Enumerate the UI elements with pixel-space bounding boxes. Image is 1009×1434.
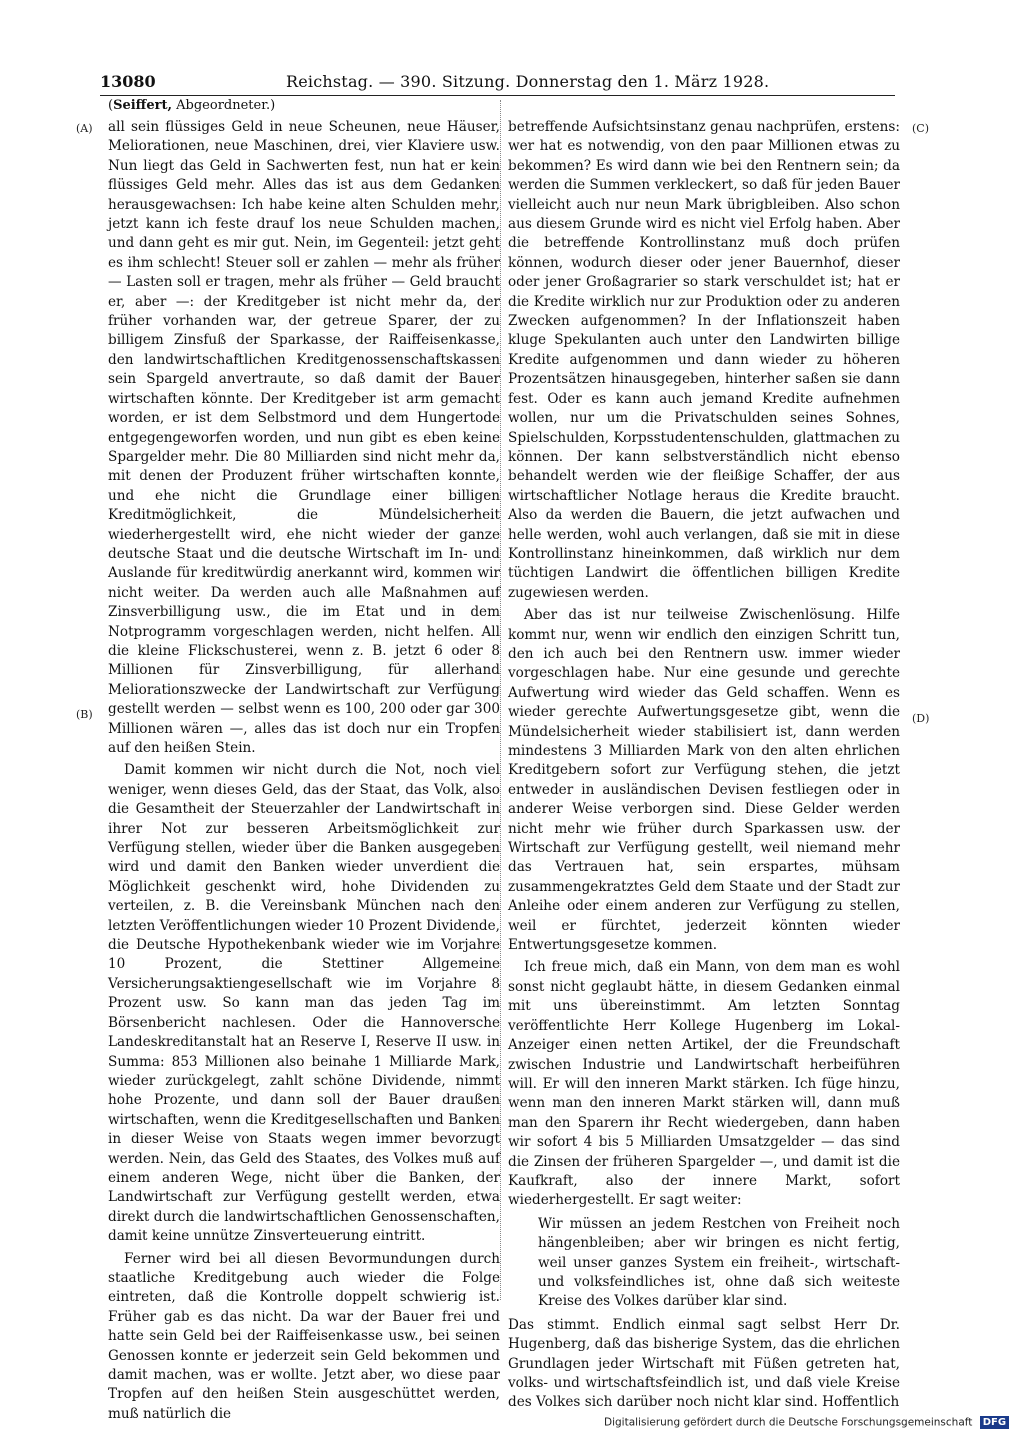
paragraph: Ferner wird bei all diesen Bevormundungen durch staatliche Kreditgebung auch wieder die Folge eintreten, daß die Kontrolle doppelt schwierig ist. Früher gab es das nicht. Da war der Bauer frei und hatte sein Geld bei der Raiffeisenkasse usw., bei seinen Genossen konnte er jederzeit sein Geld bekommen und damit machen, was er wollte. Jetzt aber, wo diese paar Tropfen auf den heißen Stein ausgeschüttet werden, muß natürlich die [108,1250,500,1422]
footer-text: Digitalisierung gefördert durch die Deutsche Forschungsgemeinschaft [604,1416,973,1429]
margin-marker-b: (B) [76,708,93,721]
margin-marker-d: (D) [912,712,930,725]
header-rule [100,95,895,96]
paragraph: Das stimmt. Endlich einmal sagt selbst Herr Dr. Hugenberg, daß das bisherige System, das die ehrlichen Grundlagen jeder Wirtschaft mit Füßen getreten hat, volks- und wirtschaftsfeindlich ist, und daß viele Kreise des Volkes sich darüber noch nicht klar sind. Hoffentlich [508,1316,900,1411]
margin-marker-c: (C) [912,122,929,135]
dfg-logo: DFG [980,1416,1009,1429]
running-title: Reichstag. — 390. Sitzung. Donnerstag den 1. März 1928. [286,72,770,91]
paragraph: Damit kommen wir nicht durch die Not, noch viel weniger, wenn dieses Geld, das der Staat, das Volk, also die Gesamtheit der Steuerzahler der Landwirtschaft in ihrer Not zur besseren Arbeitsmöglichkeit zur Verfügung stellen, wieder über die Banken ausgegeben wird und damit den Banken wieder unverdient die Möglichkeit geschenkt wird, hohe Dividenden zu verteilen, z. B. die Vereinsbank München nach den letzten Veröffentlichungen wieder 10 Prozent Dividende, die Deutsche Hypothekenbank wieder wie im Vorjahre 10 Prozent, die Stettiner Allgemeine Versicherungsaktiengesellschaft wie im Vorjahre 8 Prozent usw. So kann man das jeden Tag im Börsenbericht nachlesen. Oder die Hannoversche Landeskreditanstalt hat an Reserve I, Reserve II usw. in Summa: 853 Millionen also beinahe 1 Milliarde Mark, wieder zurückgelegt, zahlt schöne Dividende, nimmt hohe Prozente, und dann soll der Bauer draußen wirtschaften, wenn die Kreditgesellschaften und Banken in dieser Weise von Staats wegen immer bevorzugt werden. Nein, das Geld des Staates, des Volkes muß auf einem anderen Wege, nicht über die Banken, der Landwirtschaft zur Verfügung gestellt werden, etwa direkt durch die landwirtschaftlichen Genossenschaften, damit keine unnütze Zinsverteuerung eintritt. [108,762,500,1245]
speaker-role: Abgeordneter.) [176,98,276,113]
page-header [100,72,890,94]
paragraph: betreffende Aufsichtsinstanz genau nachprüfen, erstens: wer hat es notwendig, von den paar Millionen etwas zu bekommen? Es wird dann wie bei den Rentnern sein; da werden die Summen verkleckert, so daß für jeden Bauer vielleicht auch nur neun Mark übrigbleiben. Also schon aus diesem Grunde wird es nicht viel Erfolg haben. Aber die betreffende Kontrollinstanz muß doch prüfen können, wodurch dieser oder jener Bauernhof, dieser oder jener Großagrarier so stark verschuldet ist; hat er die Kredite wirklich nur zur Produktion oder zu anderen Zwecken aufgenommen? In der Inflationszeit haben kluge Spekulanten auch unter den Landwirten billige Kredite aufgenommen und dann wieder zu höheren Prozentsätzen hinausgegeben, hinterher saßen sie dann fest. Oder es kann auch jemand Kredite aufnehmen wollen, nur um die Privatschulden seines Sohnes, Spielschulden, Korpsstudentenschulden, glattmachen zu können. Der kann selbstverständlich nicht ebenso behandelt werden wie der fleißige Schaffer, der aus wirtschaftlicher Notlage heraus die Kredite braucht. Also da werden die Bauern, die jetzt aufwachen und helle werden, wohl auch verlangen, daß sie mit in diese Kontrollinstanz hineinkommen, daß wirklich nur dem tüchtigen Landwirt die öffentlichen billigen Kredite zugewiesen werden. [508,119,900,601]
margin-marker-a: (A) [76,122,93,135]
paragraph: all sein flüssiges Geld in neue Scheunen, neue Häuser, Meliorationen, neue Maschinen, drei, vier Klaviere usw. Nun liegt das Geld in Sachwerten fest, nun hat er kein flüssiges Geld mehr. Alles das ist aus dem Gedanken herausgewachsen: Ich habe keine alten Schulden mehr, jetzt kann ich feste drauf los neue Schulden machen, und dann geht es mir gut. Nein, im Gegenteil: jetzt geht es ihm schlecht! Steuer soll er zahlen — mehr als früher — Lasten soll er tragen, mehr als früher — Geld braucht er, aber —: der Kreditgeber ist nicht mehr da, der früher vorhanden war, der getreue Sparer, der zu billigem Zinsfuß der Sparkasse, der Raiffeisenkasse, den landwirtschaftlichen Kreditgenossenschaftskassen sein Spargeld anvertraute, so daß damit der Bauer wirtschaften könnte. Der Kreditgeber ist arm gemacht worden, er ist dem Selbstmord und dem Hungertode entgegengeworfen worden, und nun gibt es eben keine Spargelder mehr. Die 80 Milliarden sind nicht mehr da, mit denen der Produzent früher wirtschaften konnte, und ehe nicht die Grundlage einer billigen Kreditmöglichkeit, die Mündelsicherheit wiederhergestellt wird, ehe nicht wieder der ganze deutsche Staat und die deutsche Wirtschaft im In- und Auslande für kreditwürdig anerkannt wird, kommen wir nicht weiter. Da werden auch alle Maßnahmen auf Zinsverbilligung usw., die im Etat und in dem Notprogramm vorgeschlagen werden, nicht helfen. All die kleine Flickschusterei, wenn z. B. jetzt 6 oder 8 Millionen für Zinsverbilligung, für allerhand Meliorationszwecke der Landwirtschaft zur Verfügung gestellt werden — selbst wenn es 100, 200 oder gar 300 Millionen wären —, alles das ist doch nur ein Tropfen auf den heißen Stein. [108,119,500,756]
left-column [108,118,500,1427]
quotation: Wir müssen an jedem Restchen von Freiheit noch hängenbleiben; aber wir bringen es nicht fertig, weil unser ganzes System ein freiheit-, wirtschaft- und volksfeindliches ist, ohne daß sich weiteste Kreise des Volkes darüber klar sind. [538,1215,900,1310]
footer-credit [604,1416,1007,1429]
column-divider [500,100,501,1300]
paragraph: Ich freue mich, daß ein Mann, von dem man es wohl sonst nicht geglaubt hätte, in diesem Gedanken einmal mit uns übereinstimmt. Am letzten Sonntag veröffentlichte Herr Kollege Hugenberg im Lokal-Anzeiger einen netten Artikel, der die Freundschaft zwischen Industrie und Landwirtschaft herbeiführen will. Er will den inneren Markt stärken. Ich füge hinzu, wenn man den inneren Markt stärken will, dann muß man den Sparern ihr Recht wiedergeben, dann haben wir sofort 4 bis 5 Milliarden Umsatzgelder — das sind die Zinsen der früheren Spargelder —, und damit ist die Kaufkraft, also der innere Markt, sofort wiederhergestellt. Er sagt weiter: [508,959,900,1209]
page-number: 13080 [100,72,156,91]
paragraph: Aber das ist nur teilweise Zwischenlösung. Hilfe kommt nur, wenn wir endlich den einzigen Schritt tun, den ich auch bei den Rentnern usw. immer wieder vorgeschlagen habe. Nur eine gesunde und gerechte Aufwertung wird wieder das Geld schaffen. Wenn es wieder gerechte Aufwertungsgesetze gibt, wenn die Mündelsicherheit wieder stabilisiert ist, dann werden mindestens 3 Milliarden Mark von den alten ehrlichen Kreditgebern sofort zur Verfügung stehen, die jetzt entweder in ausländischen Devisen festliegen oder in anderer Weise verborgen sind. Diese Gelder werden nicht mehr wie früher durch Sparkassen usw. der Wirtschaft zur Verfügung gestellt, weil niemand mehr das Vertrauen hat, sein erspartes, mühsam zusammengekratztes Geld dem Staate und der Stadt zur Anleihe oder einem anderen zur Verfügung zu stellen, weil er fürchtet, jederzeit könnten wieder Entwertungsgesetze kommen. [508,607,900,954]
speaker-name: Seiffert, [113,98,172,113]
speaker-line [108,98,275,113]
right-column [508,118,900,1416]
speaker-open-paren: ( [108,98,114,113]
